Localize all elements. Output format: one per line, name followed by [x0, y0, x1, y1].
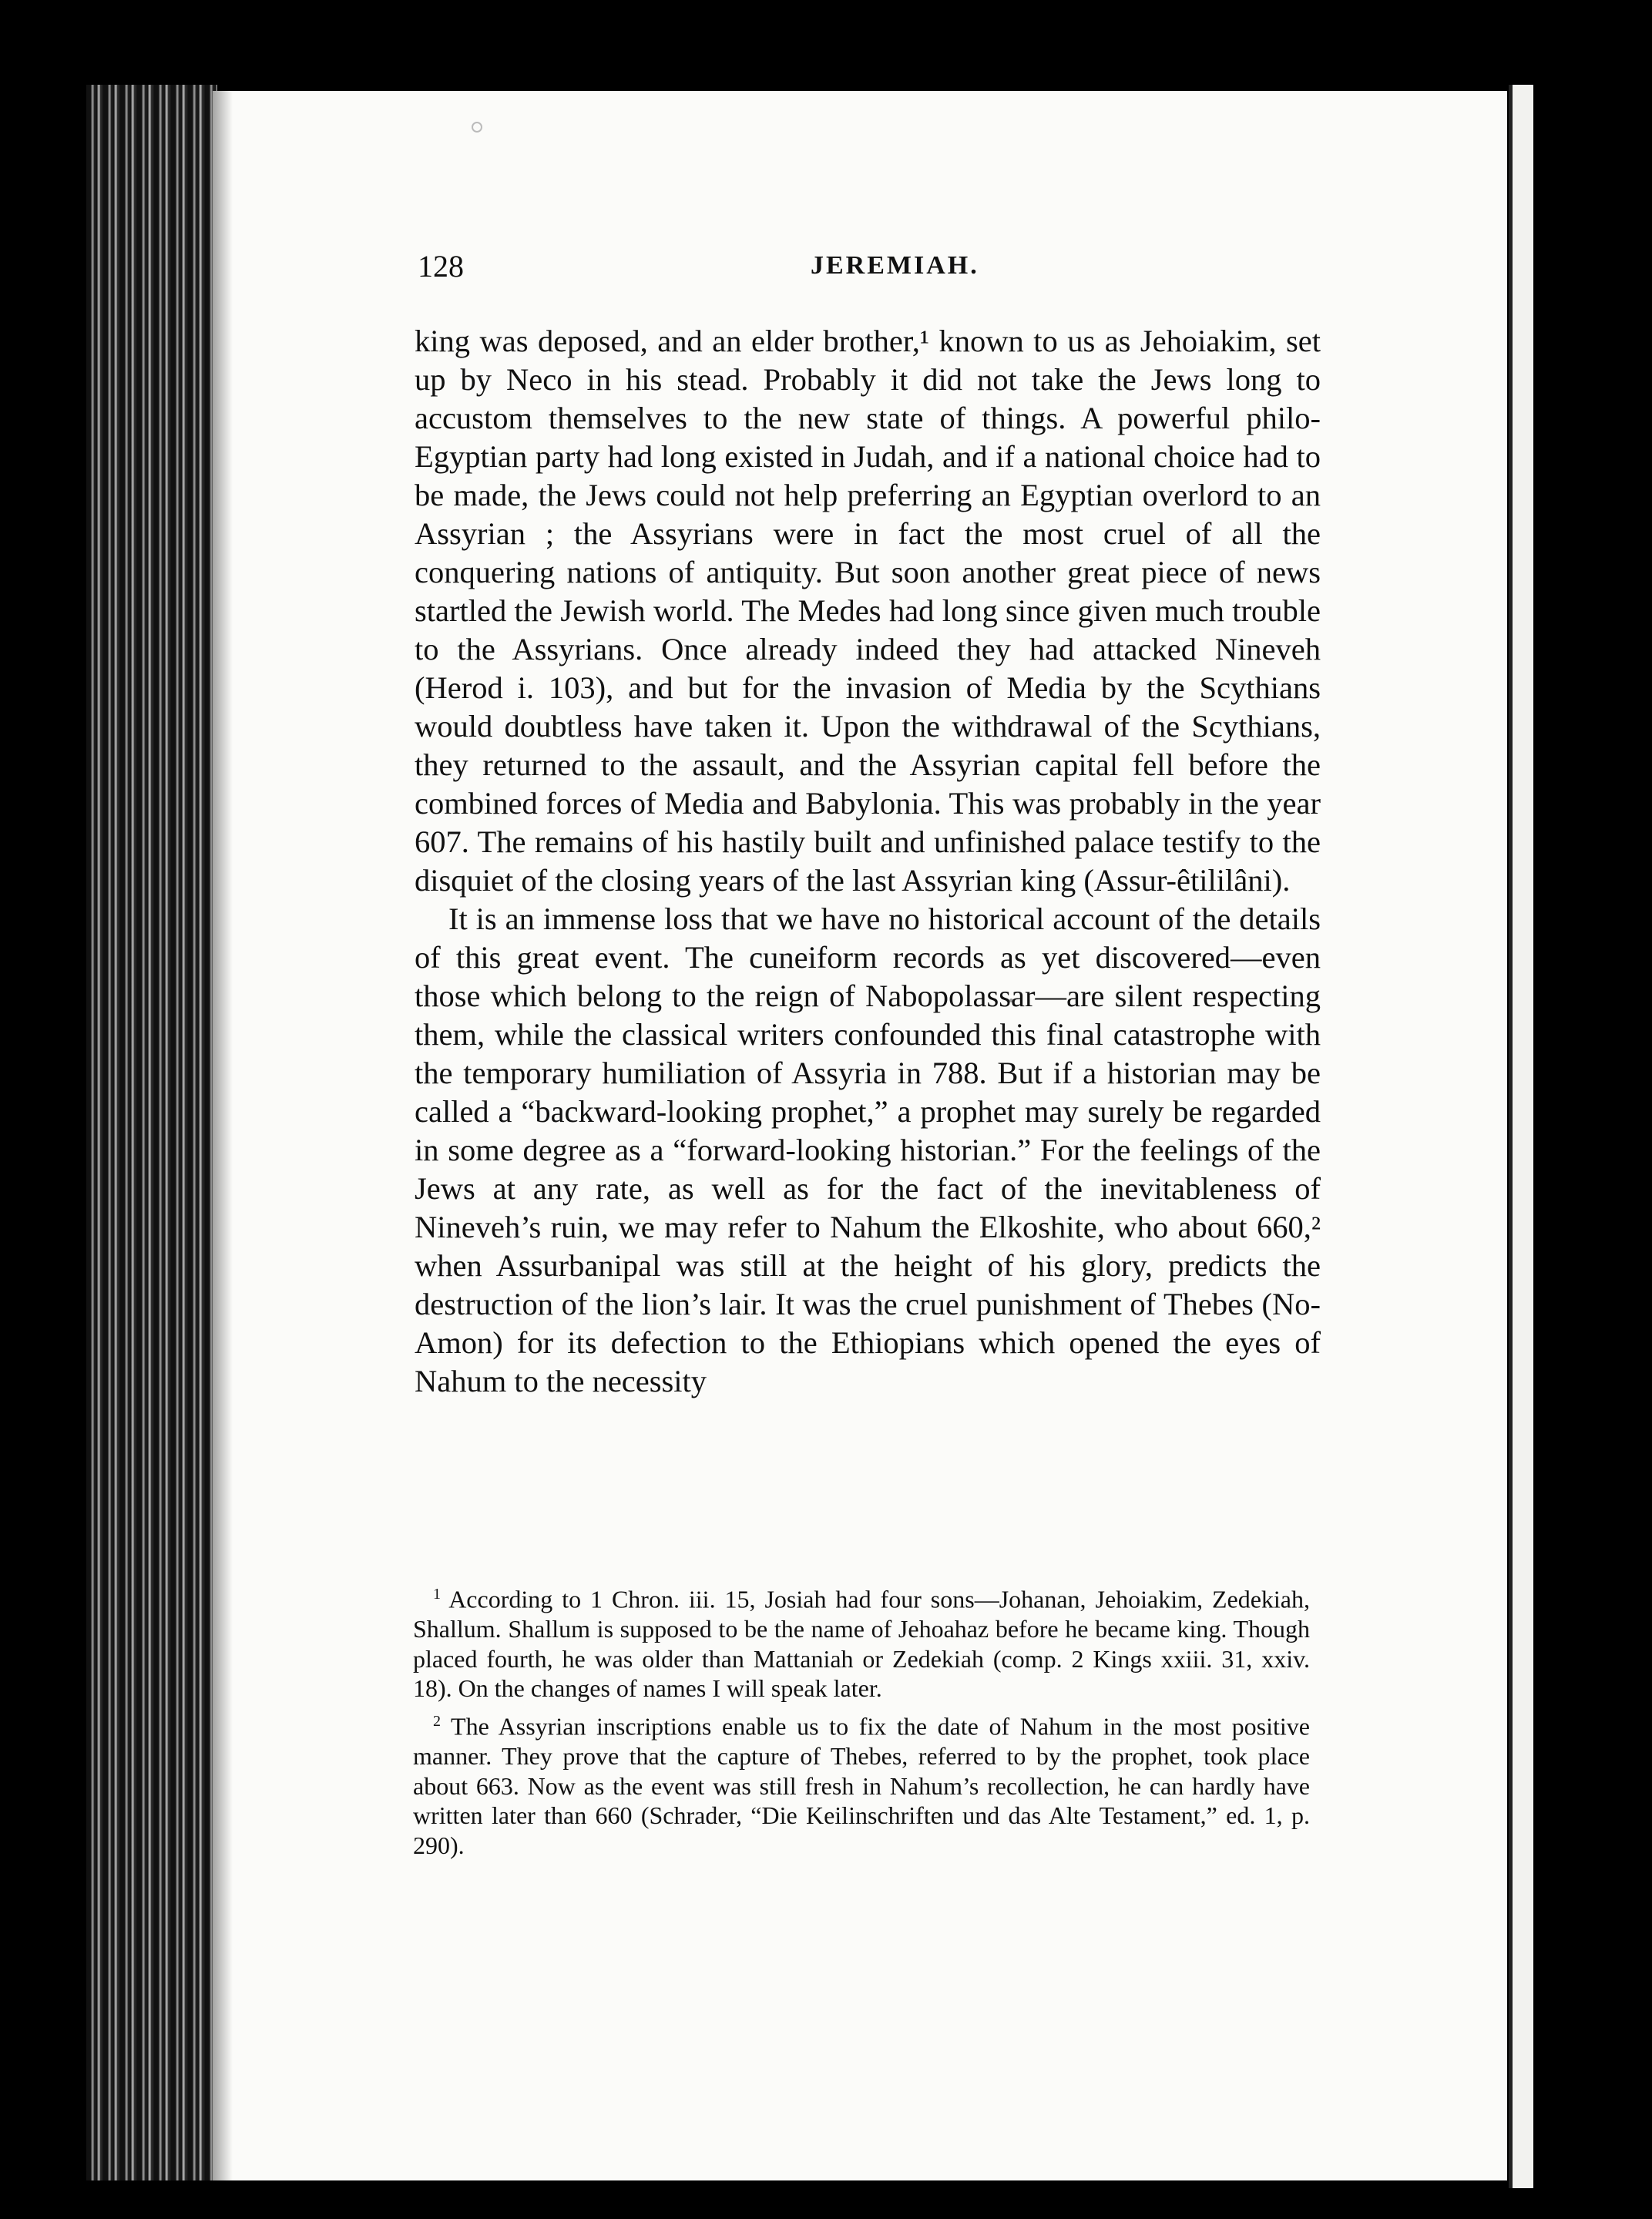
footnote — [413, 1579, 1310, 1704]
page-header — [418, 248, 1318, 294]
footnote-mark: 1 — [433, 1586, 441, 1603]
scan-border-right — [1533, 0, 1652, 2219]
footnote-text: According to 1 Chron. iii. 15, Josiah had four sons—Johanan, Jehoiakim, Zedekiah, Shallum. Shallum is supposed to be the name of Jehoahaz before he became king. Though placed fourth, he was older than Mattaniah or Zedekiah (comp. 2 Kings xxiii. 31, xxiv. 18). On the changes of names I will speak later. — [413, 1585, 1311, 1703]
paragraph: It is an immense loss that we have no historical account of the details of this great event. The cuneiform records as yet discovered—even those which belong to the reign of Nabopolassar—are silent respecting them, while the classical writers confounded this final catastrophe with the temporary humiliation of Assyria in 788. But if a historian may be called a “backward-looking prophet,” a prophet may surely be regarded in some degree as a “forward-looking historian.” For the feelings of the Jews at any rate, as well as for the fact of the inevitableness of Nineveh’s ruin, we may refer to Nahum the Elkoshite, who about 660,² when Assurbanipal was still at the height of his glory, predicts the destruction of the lion’s lair. It was the cruel punishment of Thebes (No-Amon) for its defection to the Ethiopians which opened the eyes of Nahum to the necessity — [415, 901, 1321, 1398]
footnote-mark: 2 — [433, 1713, 441, 1731]
paper-speck — [472, 122, 482, 133]
footnote — [413, 1707, 1310, 1861]
body-text — [415, 322, 1321, 1401]
running-head: JEREMIAH. — [811, 251, 979, 280]
paragraph: king was deposed, and an elder brother,¹ known to us as Jehoiakim, set up by Neco in his stead. Probably it did not take the Jews long to accustom themselves to the new state of things. A powerful philo-Egyptian party had long existed in Judah, and if a national choice had to be made, the Jews could not help preferring an Egyptian overlord to an Assyrian ; the Assyrians were in fact the most cruel of all the conquering nations of antiquity. But soon another great piece of news startled the Jewish world. The Medes had long since given much trouble to the Assyrians. Once already indeed they had attacked Nineveh (Herod i. 103), and but for the invasion of Media by the Scythians would doubtless have taken it. Upon the withdrawal of the Scythians, they returned to the assault, and the Assyrian capital fell before the combined forces of Media and Babylonia. This was probably in the year 607. The remains of his hastily built and unfinished palace testify to the disquiet of the closing years of the last Assyrian king (Assur-êtililâni). — [415, 324, 1321, 898]
page-edges — [86, 85, 217, 2180]
footnotes — [413, 1579, 1310, 1864]
gutter-shadow — [213, 91, 233, 2180]
page-number: 128 — [418, 249, 464, 284]
footnote-text: The Assyrian inscriptions enable us to fix the date of Nahum in the most positive manner. They prove that the capture of Thebes, referred to by the prophet, took place about 663. Now as the event was still fresh in Nahum’s recollection, he can hardly have written later than 660 (Schrader, “Die Keilinschriften und das Alte Testament,” ed. 1, p. 290). — [413, 1712, 1311, 1860]
